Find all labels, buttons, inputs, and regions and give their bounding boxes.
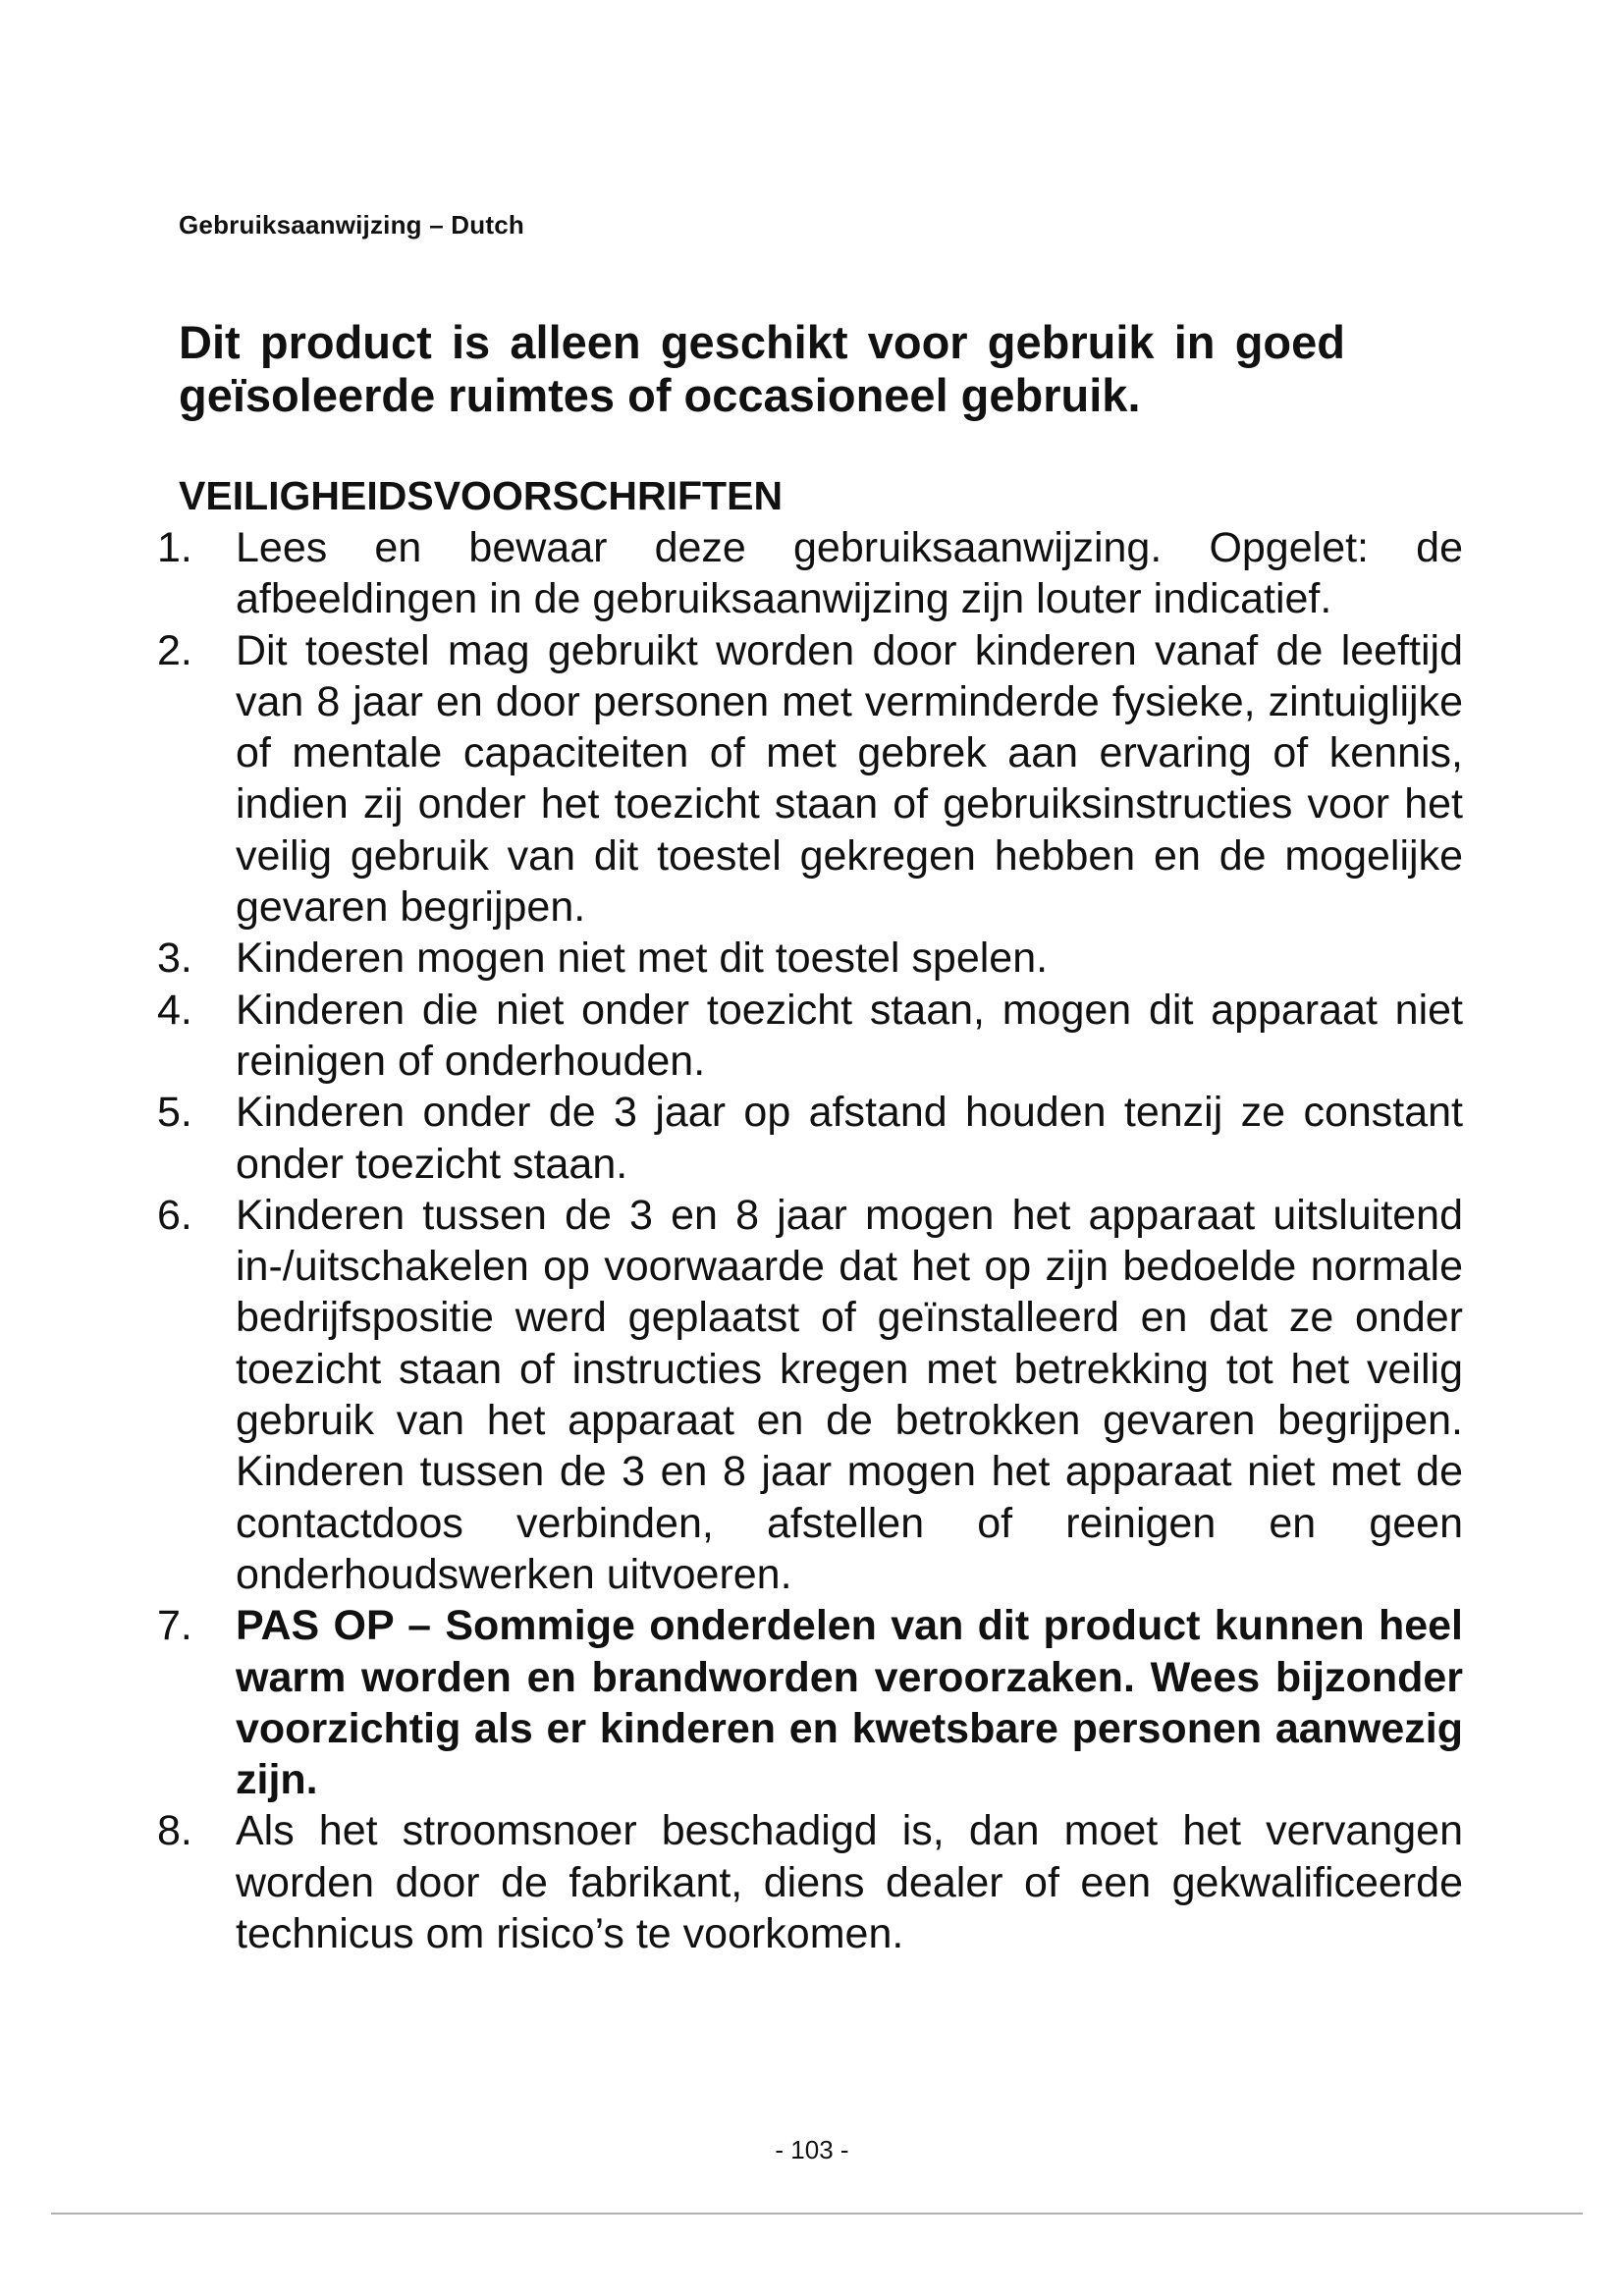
- safety-rules-list: [147, 522, 1463, 1959]
- list-item-warning: [147, 1600, 1463, 1805]
- list-item-number: 3.: [157, 934, 192, 983]
- list-item-number: 2.: [157, 626, 192, 674]
- list-item-text: Kinderen tussen de 3 en 8 jaar mogen het apparaat uitsluitend in-/uitschakelen op voorwaarde dat het op zijn bedoelde normale bedrijfspositie werd geplaatst of geïnstalleerd en dat ze onder toezicht staan of instructies kregen met betrekking tot het veilig gebruik van het apparaat en de betrokken gevaren begrijpen. Kinderen tussen de 3 en 8 jaar mogen het apparaat niet met de contactdoos verbinden, afstellen of reinigen en geen onderhoudswerken uitvoeren.: [236, 1191, 1463, 1598]
- list-item-number: 7.: [157, 1602, 192, 1650]
- list-item-text: PAS OP – Sommige onderdelen van dit product kunnen heel warm worden en brandworden veroorzaken. Wees bijzonder voorzichtig als er kinderen en kwetsbare personen aanwezig zijn.: [236, 1602, 1463, 1804]
- list-item-number: 6.: [157, 1191, 192, 1239]
- page-number: - 103 -: [775, 2135, 849, 2164]
- list-item: [147, 522, 1463, 625]
- list-item: [147, 985, 1463, 1088]
- list-item: [147, 1805, 1463, 1959]
- list-item-number: 8.: [157, 1807, 192, 1855]
- list-item: [147, 1087, 1463, 1190]
- document-header-label: Gebruiksaanwijzing – Dutch: [179, 210, 524, 240]
- list-item-text: Kinderen onder de 3 jaar op afstand houden tenzij ze constant onder toezicht staan.: [236, 1089, 1463, 1188]
- list-item: [147, 933, 1463, 984]
- list-item-text: Dit toestel mag gebruikt worden door kinderen vanaf de leeftijd van 8 jaar en door personen met verminderde fysieke, zintuiglijke of mentale capaciteiten of met gebrek aan ervaring of kennis, indien zij onder het toezicht staan of gebruiksinstructies voor het veilig gebruik van dit toestel gekregen hebben en de mogelijke gevaren begrijpen.: [236, 626, 1463, 932]
- list-item: [147, 625, 1463, 934]
- list-item-text: Lees en bewaar deze gebruiksaanwijzing. Opgelet: de afbeeldingen in de gebruiksaanwijzing zijn louter indicatief.: [236, 524, 1463, 623]
- list-item: [147, 1190, 1463, 1600]
- section-title: VEILIGHEIDSVOORSCHRIFTEN: [179, 473, 784, 518]
- intro-warning: Dit product is alleen geschikt voor gebruik in goed geïsoleerde ruimtes of occasioneel gebruik.: [179, 316, 1345, 421]
- list-item-text: Kinderen mogen niet met dit toestel spelen.: [236, 934, 1049, 983]
- list-item-number: 5.: [157, 1089, 192, 1137]
- list-item-text: Als het stroomsnoer beschadigd is, dan moet het vervangen worden door de fabrikant, diens dealer of een gekwalificeerde technicus om risico’s te voorkomen.: [236, 1807, 1463, 1958]
- list-item-number: 4.: [157, 986, 192, 1034]
- list-item-number: 1.: [157, 524, 192, 571]
- bottom-divider: [51, 2213, 1583, 2215]
- list-item-text: Kinderen die niet onder toezicht staan, mogen dit apparaat niet reinigen of onderhouden.: [236, 986, 1463, 1085]
